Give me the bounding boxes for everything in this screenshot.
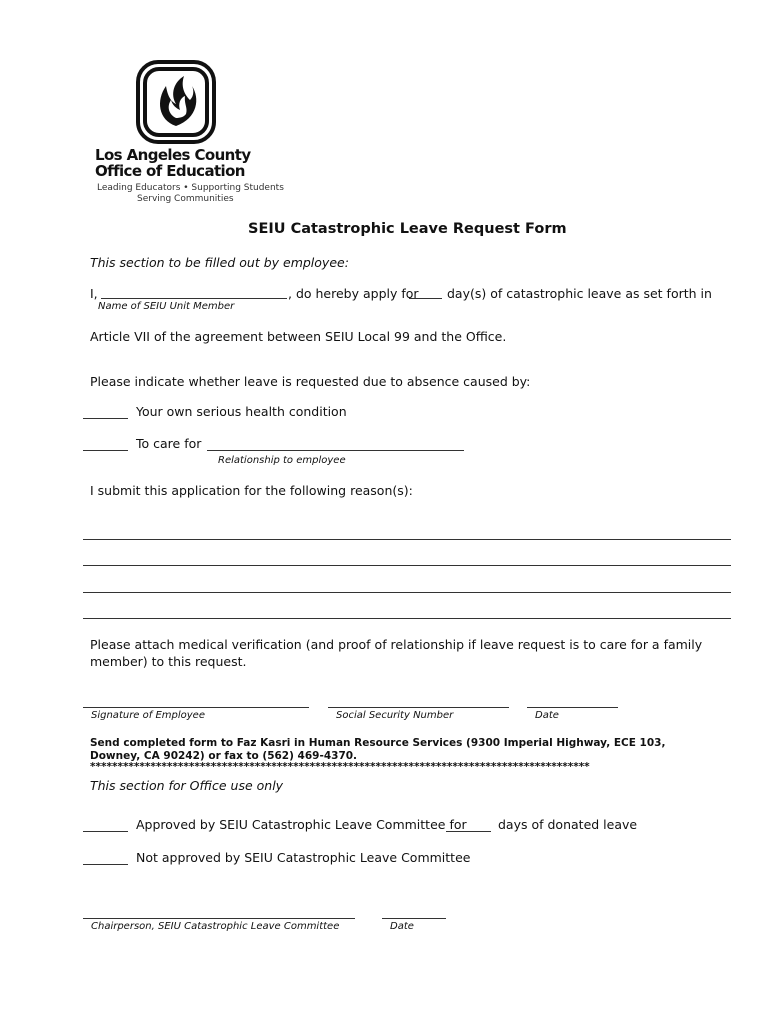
relationship-field[interactable] [207, 450, 464, 451]
reason-line-4[interactable] [83, 618, 731, 619]
employee-section-heading: This section to be filled out by employee: [90, 255, 349, 270]
lacoe-logo-icon [136, 60, 216, 144]
ssn-field[interactable] [328, 707, 509, 708]
org-name-line1: Los Angeles County [95, 146, 251, 164]
not-approved-label: Not approved by SEIU Catastrophic Leave Committee [136, 850, 471, 865]
date-field[interactable] [527, 707, 618, 708]
form-title: SEIU Catastrophic Leave Request Form [248, 221, 567, 237]
absence-prompt: Please indicate whether leave is requested due to absence caused by: [90, 374, 531, 389]
member-name-field[interactable] [101, 298, 287, 299]
reason-line-3[interactable] [83, 592, 731, 593]
donated-days-field[interactable] [446, 831, 491, 832]
own-health-checkbox-line[interactable] [83, 418, 128, 419]
chair-date-caption: Date [390, 921, 414, 932]
option-own-health: Your own serious health condition [136, 404, 347, 419]
approved-suffix: days of donated leave [498, 817, 638, 832]
chair-date-field[interactable] [382, 918, 446, 919]
option-care-for: To care for [136, 436, 202, 451]
org-name-line2: Office of Education [95, 162, 245, 180]
signature-caption: Signature of Employee [91, 710, 205, 721]
name-caption: Name of SEIU Unit Member [98, 301, 235, 312]
reason-line-1[interactable] [83, 539, 731, 540]
days-requested-field[interactable] [409, 298, 442, 299]
article-line: Article VII of the agreement between SEIU Local 99 and the Office. [90, 329, 507, 344]
reasons-prompt: I submit this application for the following reason(s): [90, 483, 413, 498]
tagline-line2: Serving Communities [137, 194, 234, 204]
chair-caption: Chairperson, SEIU Catastrophic Leave Committee [91, 921, 340, 932]
approved-checkbox-line[interactable] [83, 831, 128, 832]
care-for-checkbox-line[interactable] [83, 450, 128, 451]
signature-field[interactable] [83, 707, 309, 708]
statement-middle: , do hereby apply for [288, 286, 419, 301]
chair-signature-field[interactable] [83, 918, 355, 919]
office-section-heading: This section for Office use only [90, 778, 284, 793]
statement-suffix: day(s) of catastrophic leave as set forth in [447, 286, 712, 301]
ssn-caption: Social Security Number [336, 710, 454, 721]
statement-prefix: I, [90, 286, 98, 301]
section-separator: ******************************************************************************************* [90, 761, 590, 773]
relationship-caption: Relationship to employee [218, 455, 346, 466]
date-caption: Date [535, 710, 559, 721]
send-instructions: Send completed form to Faz Kasri in Human Resource Services (9300 Imperial Highway, ECE 103, Downey, CA 90242) or fax to (562) 469-4370. [90, 737, 666, 762]
attach-note: Please attach medical verification (and proof of relationship if leave request is to care for a family member) to this request. [90, 637, 703, 669]
tagline-line1: Leading Educators • Supporting Students [97, 183, 284, 193]
not-approved-checkbox-line[interactable] [83, 864, 128, 865]
approved-prefix: Approved by SEIU Catastrophic Leave Committee for [136, 817, 467, 832]
reason-line-2[interactable] [83, 565, 731, 566]
